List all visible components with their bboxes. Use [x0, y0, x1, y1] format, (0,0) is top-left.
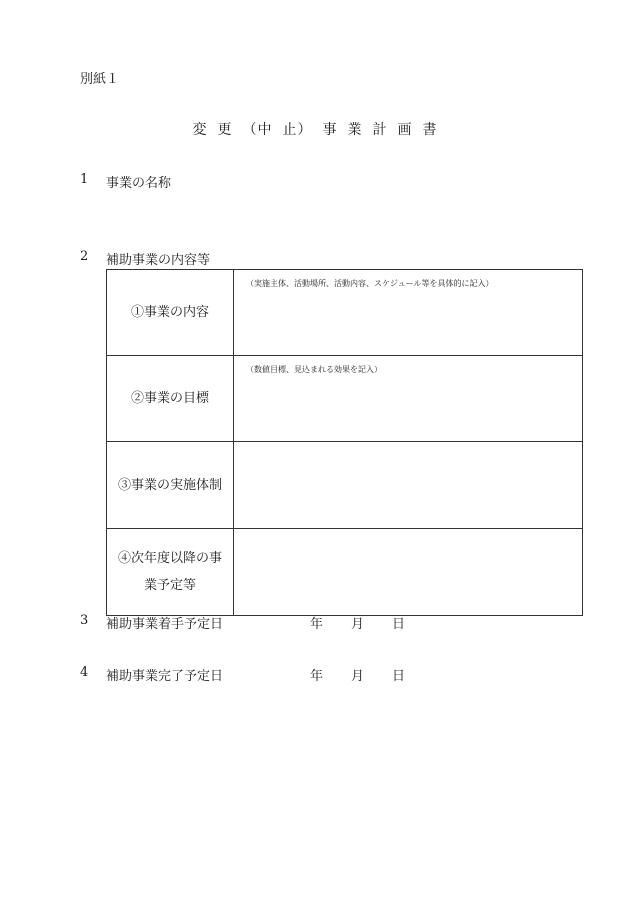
section-heading: 補助事業着手予定日: [106, 617, 224, 632]
section-heading: 事業の名称: [106, 176, 172, 191]
section-number: 4: [80, 665, 89, 680]
row-note: （数値目標、見込まれる効果を記入）: [246, 365, 382, 374]
day-label: 日: [392, 669, 406, 684]
row-value-field[interactable]: [234, 442, 583, 529]
section-heading: 補助事業の内容等: [106, 253, 211, 268]
row-label-line: ④次年度以降の事: [117, 551, 222, 566]
title-char: （中: [242, 122, 273, 138]
title-char: 更: [217, 122, 233, 138]
title-char: 計: [372, 122, 388, 138]
title-char: 業: [347, 122, 363, 138]
day-label: 日: [392, 617, 406, 632]
row-label: ②事業の目標: [107, 356, 234, 442]
table-row: [107, 442, 583, 529]
table-row: [107, 356, 583, 442]
title-char: 変: [192, 122, 208, 138]
date-field[interactable]: [310, 613, 405, 632]
document-title: [0, 119, 630, 139]
title-char: 書: [422, 122, 438, 138]
attachment-label: 別紙１: [80, 72, 120, 87]
row-label-line: 業予定等: [143, 578, 196, 593]
row-label: [107, 529, 234, 616]
row-note: （実施主体、活動場所、活動内容、スケジュール等を具体的に記入）: [246, 279, 494, 288]
title-char: 止）: [282, 122, 313, 138]
section-heading: 補助事業完了予定日: [106, 669, 224, 684]
section-start-date: [80, 613, 406, 632]
title-char: 事: [322, 122, 338, 138]
row-label: ③事業の実施体制: [107, 442, 234, 529]
section-project-details: [80, 249, 210, 268]
section-completion-date: [80, 665, 406, 684]
row-value-field[interactable]: [234, 529, 583, 616]
row-value-field[interactable]: [234, 356, 583, 442]
row-value-field[interactable]: [234, 270, 583, 356]
table-row: [107, 270, 583, 356]
month-label: 月: [351, 669, 365, 684]
year-label: 年: [310, 617, 324, 632]
section-number: 2: [80, 249, 89, 264]
section-project-name: [80, 172, 171, 191]
year-label: 年: [310, 669, 324, 684]
section-number: 3: [80, 613, 89, 628]
date-field[interactable]: [310, 665, 405, 684]
section-number: 1: [80, 172, 89, 187]
title-char: 画: [397, 122, 413, 138]
table-row: [107, 529, 583, 616]
month-label: 月: [351, 617, 365, 632]
project-details-table: [106, 269, 583, 616]
row-label: ①事業の内容: [107, 270, 234, 356]
